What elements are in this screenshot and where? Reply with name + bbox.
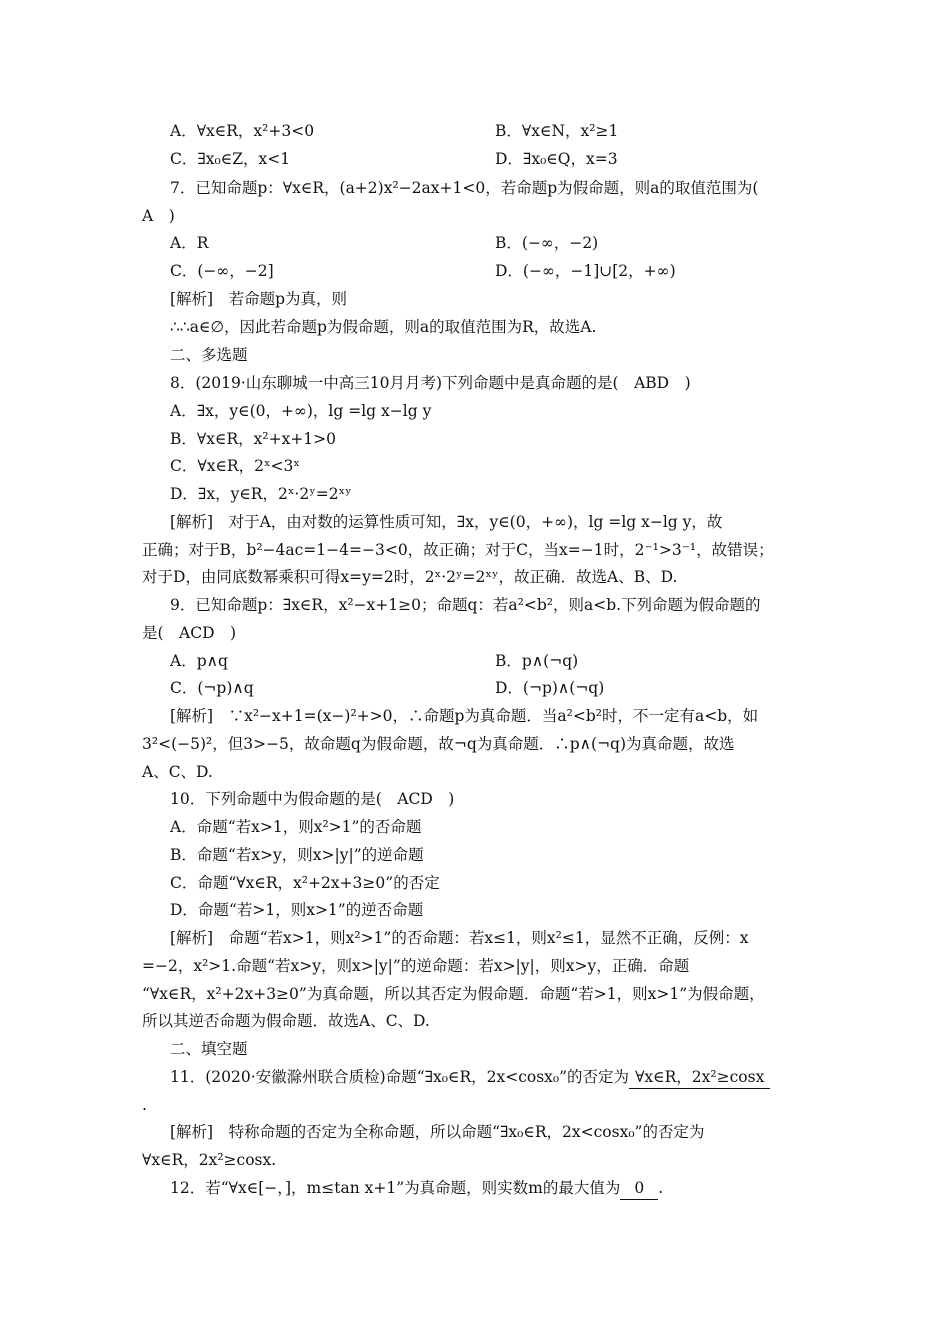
option-a-q10: A．命题“若x>1，则x²>1”的否命题: [170, 818, 422, 836]
analysis-10-line2: =−2，x²>1.命题“若x>y，则x>|y|”的逆命题：若x>|y|，则x>y，正确．命题: [142, 957, 690, 975]
analysis-7: [解析] 若命题p为真，则: [170, 290, 348, 308]
answer-7: A ): [142, 207, 175, 225]
question-12-end: .: [658, 1179, 664, 1197]
option-b-q10: B．命题“若x>y，则x>|y|”的逆命题: [170, 846, 424, 864]
option-a-q6: A．∀x∈R，x²+3<0: [170, 122, 315, 140]
option-d-q7: D．(−∞，−1]∪[2，+∞): [495, 262, 676, 280]
analysis-11-line2: ∀x∈R，2x²≥cosx.: [142, 1151, 277, 1169]
option-c-q7: C．(−∞，−2]: [170, 262, 274, 280]
option-b-q7: B．(−∞，−2): [495, 234, 599, 252]
option-d-q6: D．∃x₀∈Q，x=3: [495, 150, 618, 168]
question-12: [170, 1177, 663, 1200]
analysis-9-line1: [解析] ∵x²−x+1=(x−)²+>0，∴命题p为真命题．当a²<b²时，不一定有a<b，如: [170, 707, 759, 725]
option-c-q9: C．(¬p)∧q: [170, 679, 254, 697]
option-b-q6: B．∀x∈N，x²≥1: [495, 122, 619, 140]
analysis-10-line4: 所以其逆否命题为假命题．故选A、C、D.: [142, 1012, 430, 1030]
option-d-q10: D．命题“若>1，则x>1”的逆否命题: [170, 901, 424, 919]
option-c-q8: C．∀x∈R，2ˣ<3ˣ: [170, 457, 300, 475]
analysis-8-line2: 正确；对于B，b²−4ac=1−4=−3<0，故正确；对于C，当x=−1时，2⁻¹>3⁻¹，故错误；: [142, 541, 774, 559]
option-d-q8: D．∃x，y∈R，2ˣ·2ʸ=2ˣʸ: [170, 485, 352, 503]
option-a-q9: A．p∧q: [170, 652, 228, 670]
analysis-9-line2: 3²<(−5)²，但3>−5，故命题q为假命题，故¬q为真命题．∴p∧(¬q)为真命题，故选: [142, 735, 735, 753]
analysis-8-line1: [解析] 对于A，由对数的运算性质可知，∃x，y∈(0，+∞)，lg =lg x−lg y，故: [170, 513, 723, 531]
question-11: [170, 1066, 770, 1089]
analysis-11-line1: [解析] 特称命题的否定为全称命题，所以命题“∃x₀∈R，2x<cosx₀”的否定为: [170, 1123, 705, 1141]
analysis-10-line3: “∀x∈R，x²+2x+3≥0”为真命题，所以其否定为假命题．命题“若>1，则x>1”为假命题，: [142, 985, 765, 1003]
question-9-cont: 是( ACD ): [142, 624, 237, 642]
question-11-answer: ∀x∈R，2x²≥cosx: [629, 1066, 770, 1089]
question-11-end: .: [142, 1096, 147, 1114]
option-c-q10: C．命题“∀x∈R，x²+2x+3≥0”的否定: [170, 874, 440, 892]
question-11-text: 11．(2020·安徽滁州联合质检)命题“∃x₀∈R，2x<cosx₀”的否定为: [170, 1068, 630, 1086]
option-c-q6: C．∃x₀∈Z，x<1: [170, 150, 291, 168]
question-7: 7．已知命题p：∀x∈R，(a+2)x²−2ax+1<0，若命题p为假命题，则a的取值范围为(: [170, 179, 759, 197]
question-12-text: 12．若“∀x∈[−，]，m≤tan x+1”为真命题，则实数m的最大值为: [170, 1179, 621, 1197]
option-b-q8: B．∀x∈R，x²+x+1>0: [170, 430, 337, 448]
option-a-q8: A．∃x，y∈(0，+∞)，lg =lg x−lg y: [170, 402, 432, 420]
section-heading-fill: 二、填空题: [170, 1040, 248, 1058]
analysis-10-line1: [解析] 命题“若x>1，则x²>1”的否命题：若x≤1，则x²≤1，显然不正确，反例：x: [170, 929, 749, 947]
analysis-7-cont: ∴∴a∈∅，因此若命题p为假命题，则a的取值范围为R，故选A.: [170, 318, 597, 336]
question-8: 8．(2019·山东聊城一中高三10月月考)下列命题中是真命题的是( ABD ): [170, 374, 691, 392]
question-10: 10．下列命题中为假命题的是( ACD ): [170, 790, 455, 808]
question-9: 9．已知命题p：∃x∈R，x²−x+1≥0；命题q：若a²<b²，则a<b.下列命题为假命题的: [170, 596, 761, 614]
option-d-q9: D．(¬p)∧(¬q): [495, 679, 605, 697]
option-b-q9: B．p∧(¬q): [495, 652, 579, 670]
analysis-8-line3: 对于D，由同底数幂乘积可得x=y=2时，2ˣ·2ʸ=2ˣʸ，故正确．故选A、B、D.: [142, 568, 678, 586]
option-a-q7: A．R: [170, 234, 209, 252]
analysis-9-line3: A、C、D.: [142, 763, 213, 781]
question-12-answer: 0: [620, 1177, 658, 1200]
section-heading-multi: 二、多选题: [170, 346, 248, 364]
